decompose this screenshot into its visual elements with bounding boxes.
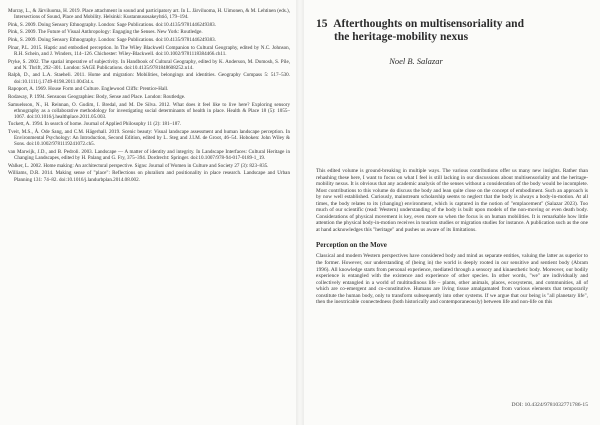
left-page-references [8,8,290,420]
reference-entry: Rapoport, A. 1969. House Form and Culture. Englewood Cliffs: Prentice-Hall. [8,86,169,93]
section-heading: Perception on the Move [316,241,387,250]
chapter-heading [316,18,588,66]
intro-paragraph: This edited volume is ground-breaking in multiple ways. The various contributions offer us many new insights. Rather than rehashing these here, I want to focus on what I feel is still lacking in our discussions about multisensoriality and the heritage-mobility nexus. It is obvious that any academic analysis of the senses without a consideration of the body would be incomplete. Most contributions to this volume do discuss the body and lean quite close on the concept of embodiment. Such an approach is by now well established. Curiously, mainstream scholarship seems to neglect that the body is always a body-in-motion. At all times, the body relates to its (changing) environment, which is captured in the notion of "emplacement" (Salazar 2023). Too much of our scientific (read: Western) understanding of the body is built upon models of the non-moving or even death body. Considerations of physical movement is key, even more so when the focus is on human mobilities. It is remarkable how little attention the physical body-in-motion receives in tourism studies or migration studies for instance. A publication such as the one at hand acknowledges this "heritage" and pushes us aware of its limitations. [316,168,589,233]
reference-entry: Tveit, M.S., Å. Ode Sang, and C.M. Hägerhall. 2019. Scenic beauty: Visual landscape assessment and human landscape perception. In Environmental Psychology: An Introduction, Second Edition, edited by L. Steg and J.I.M. de Groot, 46–54. Hoboken: John Wiley & Sons. doi:10.1002/9781119241072.ch5. [8,129,290,148]
section-paragraph: Classical and modern Western perspectives have considered body and mind as separate entities, valuing the latter as superior to the former. However, our understanding of (being in) the world is deeply rooted in our sensitive and sentient body (Abram 1996). All knowledge starts from personal experience, mediated through a sensory and kinaesthetic body. Moreover, our bodily experience is entangled with the existence and experience of other species. In other words, "we" are individually and collectively entangled in a world of multitudinous life – plants, other animals, places, ecosystems, and communities, all of which are co-emergent and co-constitutive. Humans are living tissue amalgamated from various elements that temporarily constitute the human body, only to transform subsequently into other systems. If we argue that our being is "all planetary life", then the inextricable connectedness (both historically and contemporaneously) between life and non-life on this [316,253,588,306]
reference-entry: Samuelsson, N., H. Reinnan, O. Gudim, I. Bredal, and M. De Silva. 2012. What does it feel like to live here? Exploring sensory ethnography as a collaborative methodology for investigating social determinants of health in place. Health & Place 18 (5): 1055–1067. doi:10.1016/j.healthplace.2011.05.003. [8,101,290,120]
reference-entry: Pink, S. 2009. The Future of Visual Anthropology: Engaging the Senses. New York: Routledge. [8,29,203,36]
right-page-chapter [312,8,594,420]
chapter-author: Noel B. Salazar [389,56,443,66]
reference-entry: Ralph, D., and L.A. Staeheli. 2011. Home and migration: Mobilities, belongings and identities. Geography Compass 5: 517–530. doi:10.1111/j.1749-8198.2011.00434.x. [8,72,290,85]
chapter-title [316,18,588,44]
doi-line: DOI: 10.4324/9781032771786-15 [511,402,588,408]
reference-entry: Pink, S. 2009. Doing Sensory Ethnography. London: Sage Publications. doi:10.4135/9781446249383. [8,21,216,28]
reference-entry: Murray, L., & Järviluoma, H. 2019. Place attachment in sound and participatory art. In L. Järviluoma, H. Uimonen, & M. Lehtinen (eds.), Intersections of Sound, Place and Mobility. Helsinki: Kustannusosakeyhtiö, 179–194. [8,8,290,21]
chapter-number: 15 [316,18,328,30]
chapter-title-line2: the heritage-mobility nexus [334,31,469,43]
reference-entry: Tuckett, A. 1994. In search of home. Journal of Applied Philosophy 11 (2): 181–187. [8,121,182,128]
reference-entry: Pink, S. 2009. Doing Sensory Ethnography. London: Sage Publications. doi:10.4135/9781446249383. [8,37,216,44]
reference-entry: Pinar, P.L. 2015. Haptic and embodied perception. In The Wiley Blackwell Companion to Cultural Geography, edited by N.C. Johnson, R.H. Schein, and J. Winders, 114–126. Chichester: Wiley-Blackwell. doi:10.1002/9781118384466.ch11. [8,44,290,57]
reference-entry: Pryke, S. 2002. The spatial imperative of subjectivity. In Handbook of Cultural Geography, edited by K. Anderson, M. Domosh, S. Pile, and N. Thrift, 292–301. London: SAGE Publications. doi:10.4135/9781848608252.n14. [8,58,290,71]
reference-entry: Rodaway, P. 1994. Sensuous Geographies: Body, Sense and Place. London: Routledge. [8,93,186,100]
chapter-body [316,168,588,308]
chapter-title-line1: Afterthoughts on multisensoriality and [333,18,524,30]
book-gutter [296,0,304,425]
reference-entry: van Marwijk, J.D., and B. Pedroli. 2003. Landscape — A matter of identity and integrity. In Landscape Interfaces: Cultural Heritage in Changing Landscapes, edited by H. Palang and G. Fry, 375–394. Dordrecht: Springer. doi:10.1007/978-94-017-0189-1_19. [8,149,290,162]
reference-entry: Walker, L. 2002. Home making: An architectural perspective. Signs: Journal of Women in Culture and Society 27 (3): 823–835. [8,162,269,169]
reference-entry: Williams, D.R. 2014. Making sense of "place": Reflections on pluralism and positionality in place research. Landscape and Urban Planning 131: 74–82. doi:10.1016/j.landurbplan.2014.08.002. [8,170,290,183]
